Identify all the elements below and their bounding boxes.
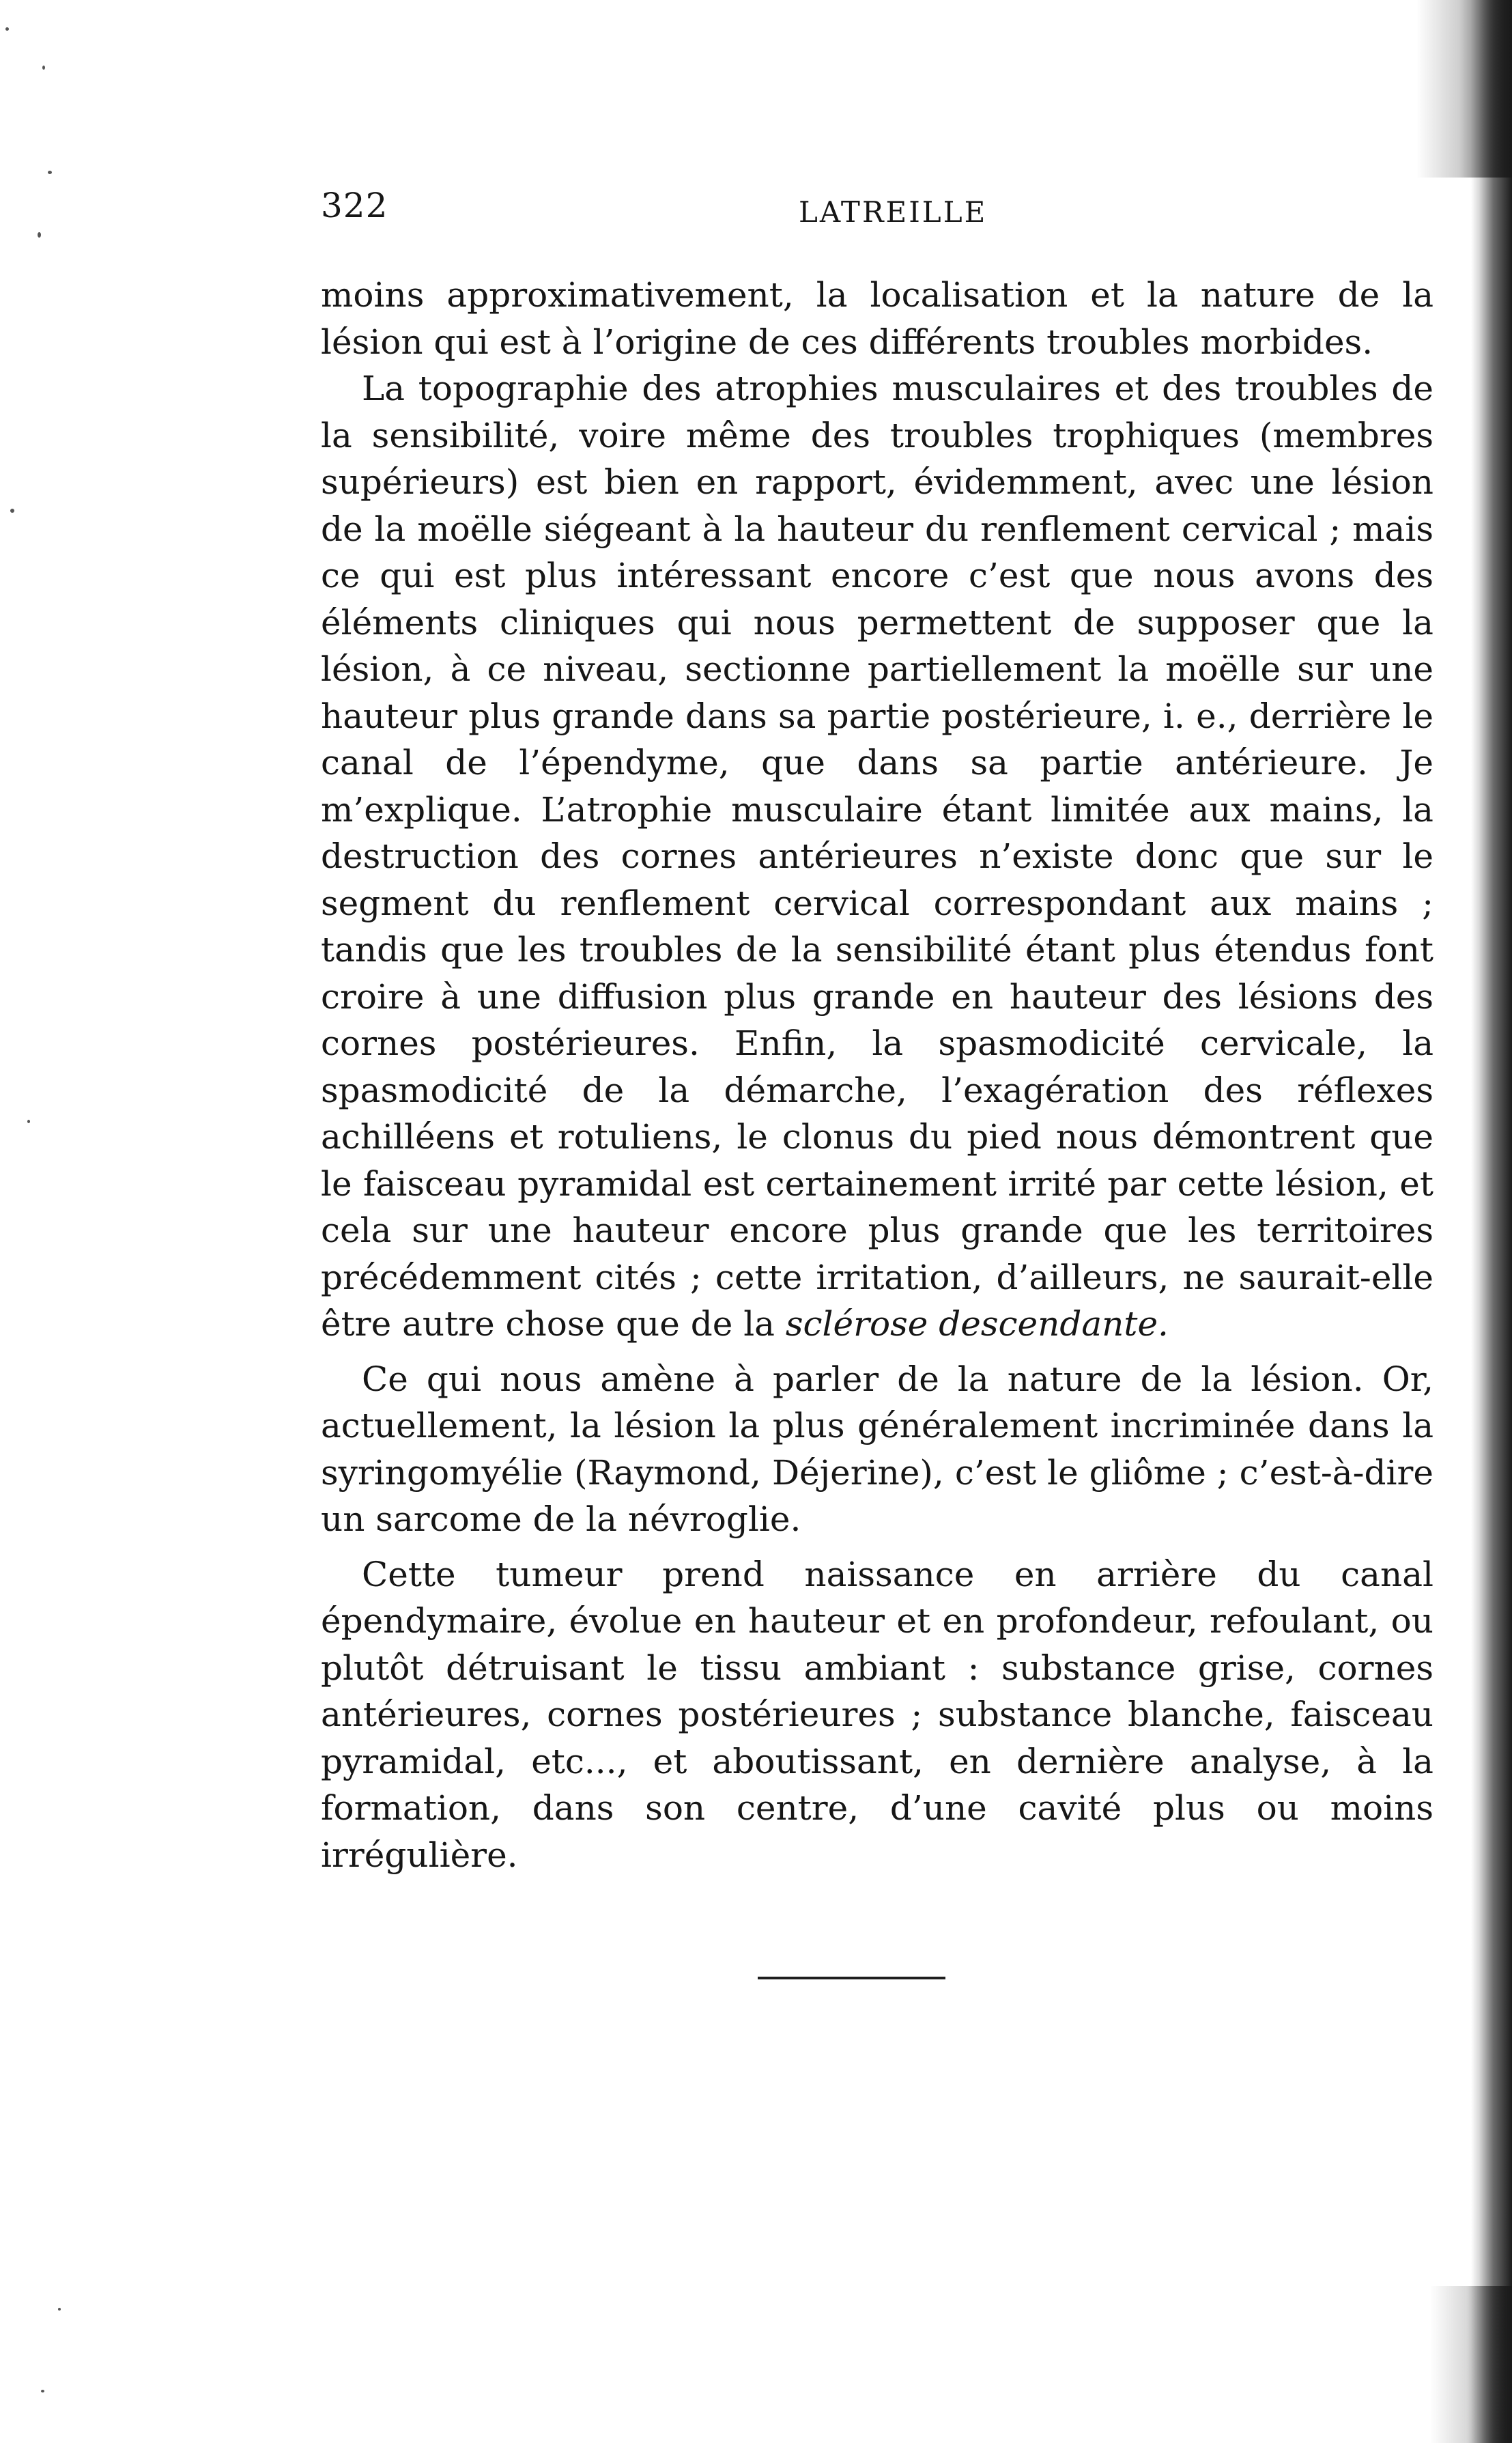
- page-number: 322: [321, 186, 388, 225]
- paragraph-text: moins approximativement, la localisation et la nature de la lésion qui est à l’origine de ces différents troubles morbides.: [321, 275, 1433, 362]
- paragraph: [321, 1551, 1433, 1879]
- scan-speck: [10, 509, 14, 513]
- scan-speck: [41, 2390, 44, 2392]
- running-head: LATREILLE: [799, 195, 988, 229]
- scan-speck: [27, 1120, 30, 1123]
- paragraph-text: Cette tumeur prend naissance en arrière du canal épendymaire, évolue en hauteur et en profondeur, refoulant, ou plutôt détruisant le tissu ambiant : substance grise, cornes antérieures, cornes postérieures ; substance blanche, faisceau pyramidal, etc..., et aboutissant, en dernière analyse, à la formation, dans son centre, d’une cavité plus ou moins irrégulière.: [321, 1554, 1433, 1875]
- binding-shadow-top: [1416, 0, 1512, 178]
- scan-speck: [42, 66, 45, 70]
- paragraph-text: Ce qui nous amène à parler de la nature de la lésion. Or, actuellement, la lésion la plus généralement incriminée dans la syringomyélie (Raymond, Déjerine), c’est le gliôme ; c’est-à-dire un sarcome de la névroglie.: [321, 1359, 1433, 1539]
- scan-speck: [5, 27, 9, 31]
- body-text: [321, 272, 1433, 1878]
- scan-speck: [58, 2308, 61, 2311]
- binding-shadow: [1471, 0, 1512, 2443]
- scan-speck: [48, 171, 52, 174]
- page-header: [321, 186, 1440, 240]
- paragraph: [321, 365, 1433, 1348]
- paragraph: [321, 1356, 1433, 1543]
- scan-speck: [38, 232, 41, 238]
- end-of-chapter-rule: [758, 1977, 945, 1979]
- italic-term: sclérose descendante.: [785, 1304, 1169, 1344]
- binding-shadow-bottom: [1430, 2286, 1512, 2443]
- paragraph-text: La topographie des atrophies musculaires et des troubles de la sensibilité, voire même des troubles trophiques (membres supérieurs) est bien en rapport, évidemment, avec une lésion de la moëlle siégeant à la hauteur du renflement cervical ; mais ce qui est plus intéressant encore c’est que nous avons des éléments cliniques qui nous permettent de supposer que la lésion, à ce niveau, sectionne partiellement la moëlle sur une hauteur plus grande dans sa partie postérieure, i. e., derrière le canal de l’épendyme, que dans sa partie antérieure. Je m’explique. L’atrophie musculaire étant limitée aux mains, la destruction des cornes antérieures n’existe donc que sur le segment du renflement cervical correspondant aux mains ; tandis que les troubles de la sensibilité étant plus étendus font croire à une diffusion plus grande en hauteur des lésions des cornes postérieures. Enfin, la spasmodicité cervicale, la spasmodicité de la démarche, l’exagération des réflexes achilléens et rotuliens, le clonus du pied nous démontrent que le faisceau pyramidal est certainement irrité par cette lésion, et cela sur une hauteur encore plus grande que les territoires précédemment cités ; cette irritation, d’ailleurs, ne saurait-elle être autre chose que de la: [321, 369, 1433, 1344]
- paragraph: [321, 272, 1433, 365]
